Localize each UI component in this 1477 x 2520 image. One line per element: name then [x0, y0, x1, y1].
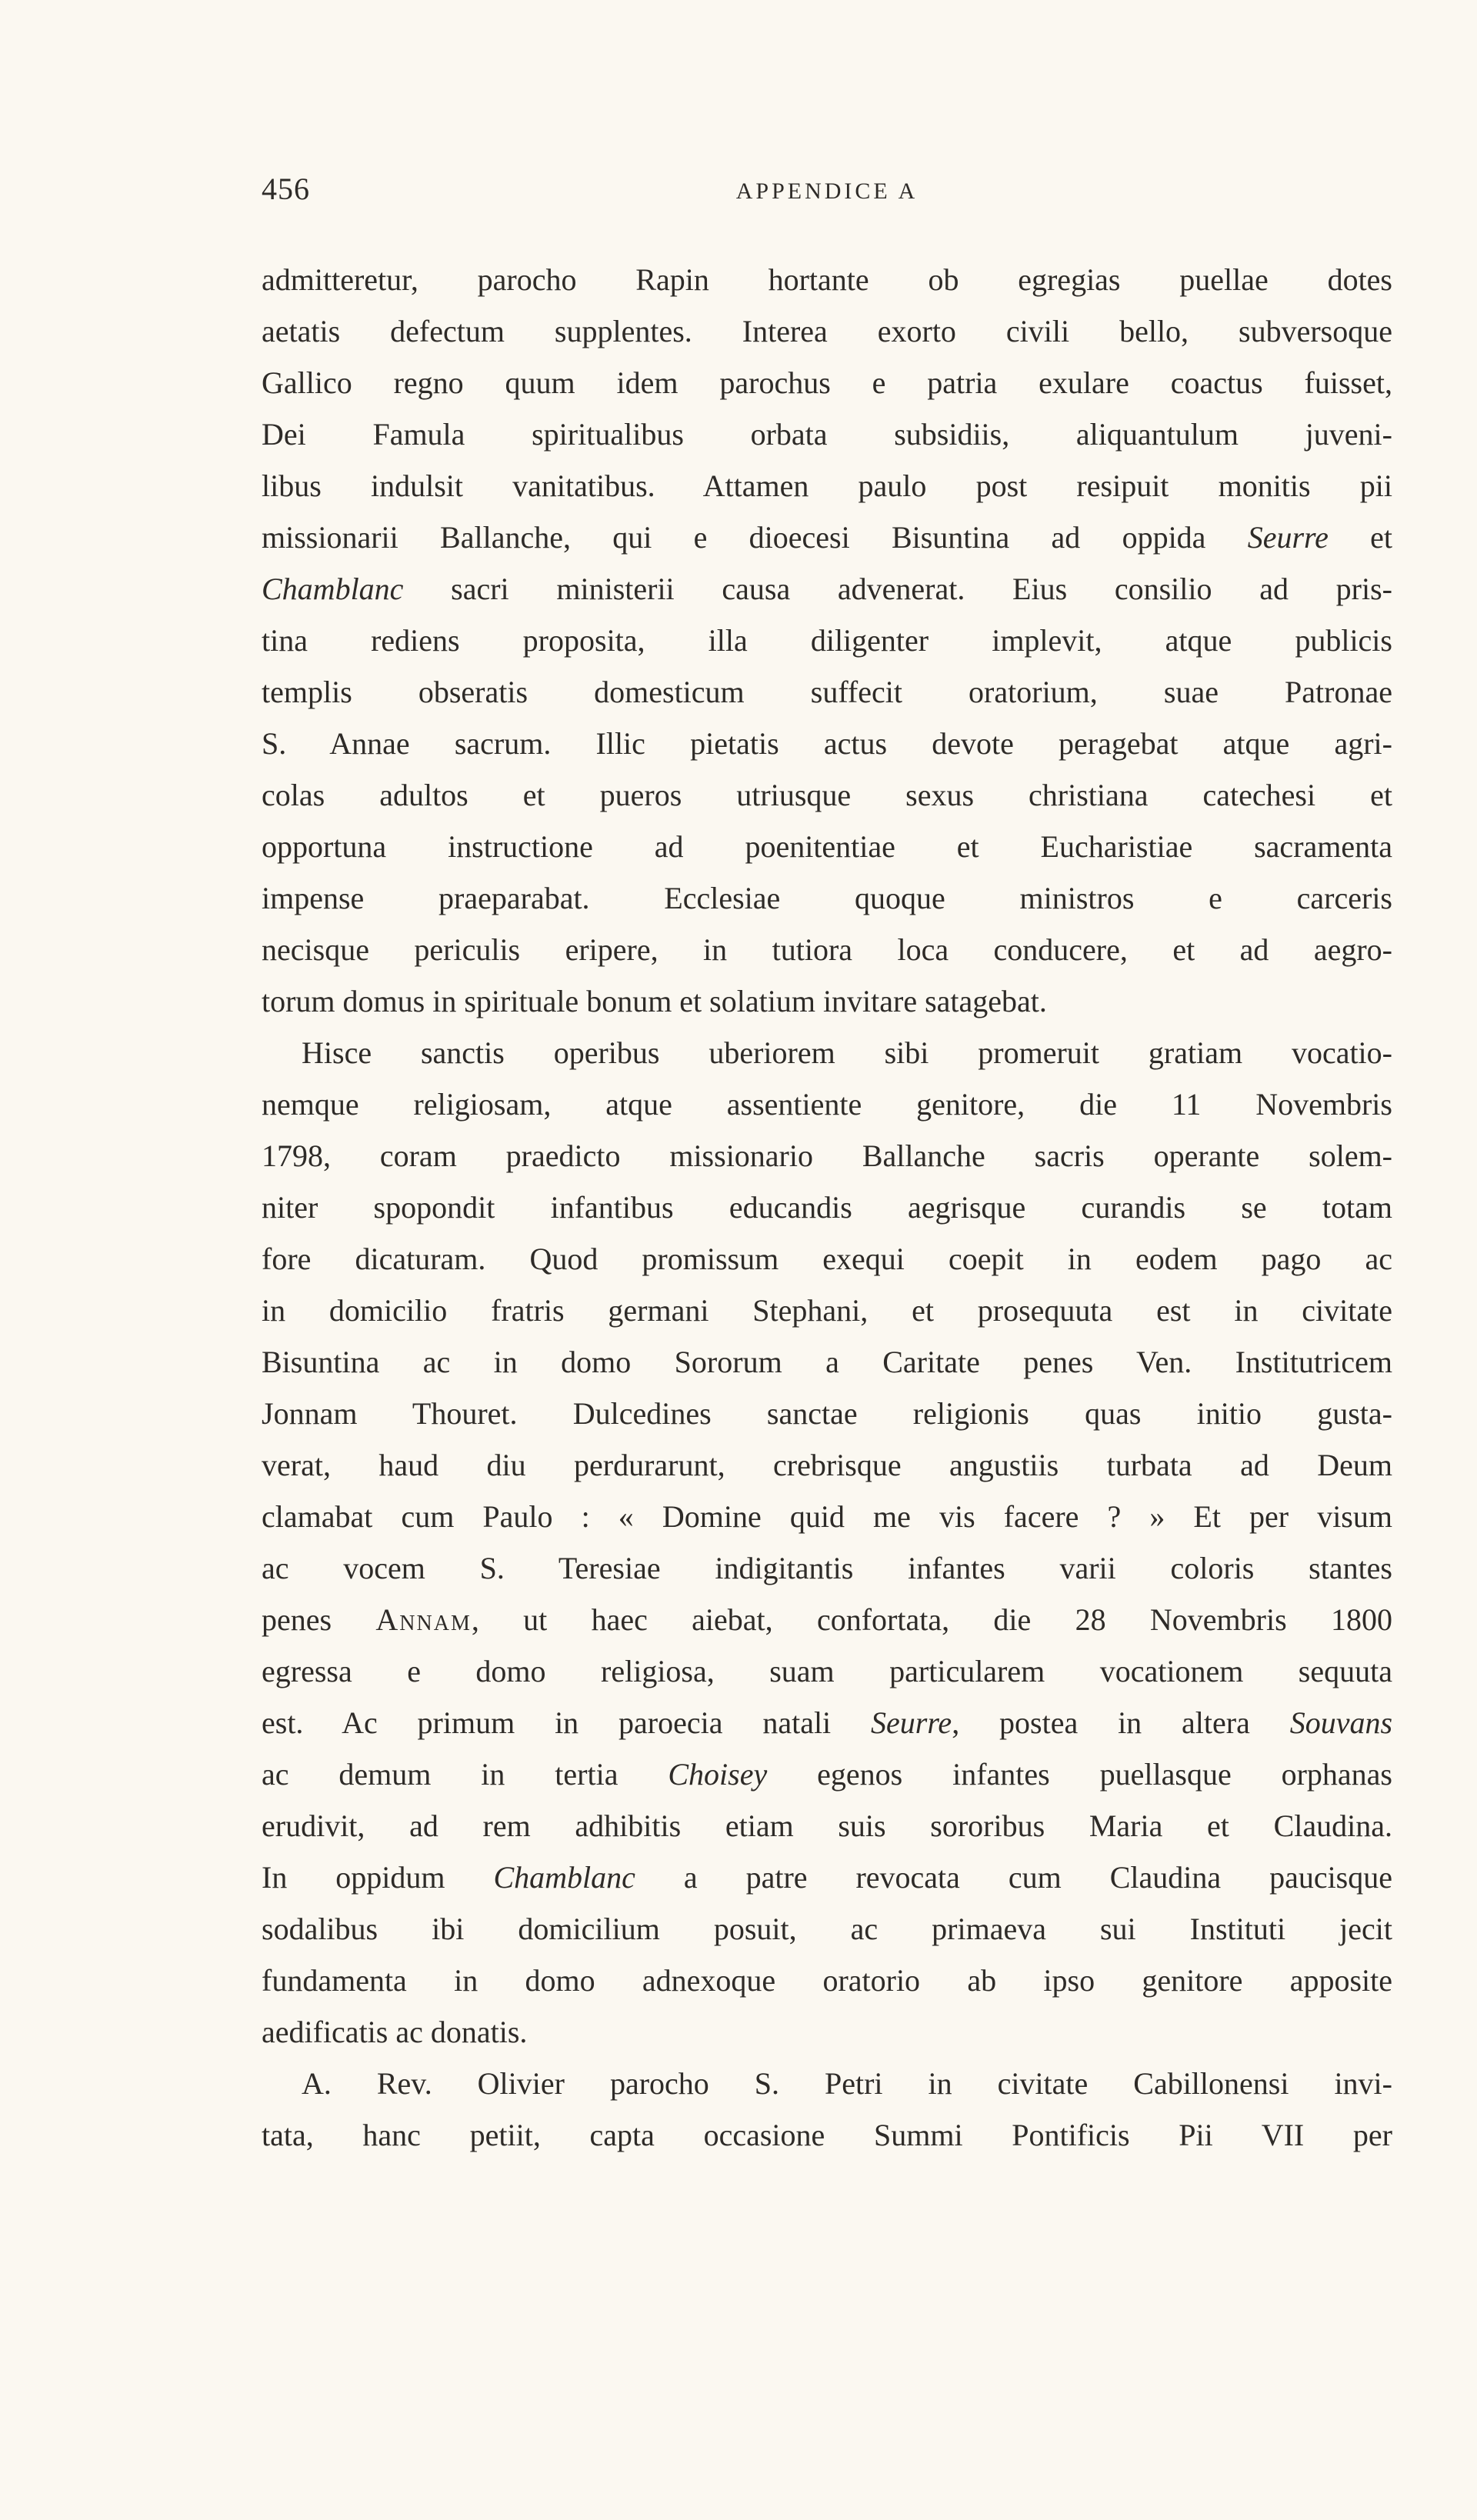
text-line: tata, hanc petiit, capta occasione Summi Pontificis Pii VII per — [262, 2118, 1392, 2152]
place-name-italic: Chamblanc — [262, 572, 404, 606]
text-segment: missionarii Ballanche, qui e dioecesi Bisuntina ad oppida — [262, 520, 1248, 555]
text-line: Gallico regno quum idem parochus e patria exulare coactus fuisset, — [262, 365, 1392, 400]
text-segment: et — [1328, 520, 1392, 555]
name-small-caps: Annam — [375, 1602, 472, 1637]
text-segment: sacri ministerii causa advenerat. Eius consilio ad pris- — [403, 572, 1392, 606]
text-line: verat, haud diu perdurarunt, crebrisque angustiis turbata ad Deum — [262, 1448, 1392, 1482]
text-segment: a patre revocata cum Claudina paucisque — [635, 1860, 1393, 1895]
text-segment: est. Ac primum in paroecia natali — [262, 1705, 872, 1740]
text-line — [262, 1697, 1392, 1748]
text-line: aedificatis ac donatis. — [262, 2015, 528, 2049]
place-name-italic: Seurre — [1247, 520, 1329, 555]
text-line: templis obseratis domesticum suffecit oratorium, suae Patronae — [262, 675, 1392, 709]
text-segment: In oppidum — [262, 1860, 494, 1895]
place-name-italic: Chamblanc — [493, 1860, 635, 1895]
text-line: tina rediens proposita, illa diligenter implevit, atque publicis — [262, 623, 1392, 658]
text-segment: , ut haec aiebat, confortata, die 28 Novembris 1800 — [471, 1602, 1392, 1637]
body-text — [262, 254, 1392, 2161]
page-header — [262, 171, 1392, 217]
text-line: nemque religiosam, atque assentiente genitore, die 11 Novembris — [262, 1087, 1392, 1122]
text-line: Hisce sanctis operibus uberiorem sibi promeruit gratiam vocatio- — [302, 1035, 1392, 1070]
text-line: admitteretur, parocho Rapin hortante ob egregias puellae dotes — [262, 262, 1392, 297]
text-line: niter spopondit infantibus educandis aegrisque curandis se totam — [262, 1190, 1392, 1225]
text-line: ac vocem S. Teresiae indigitantis infantes varii coloris stantes — [262, 1551, 1392, 1585]
place-name-italic: Souvans — [1289, 1705, 1393, 1740]
text-line: opportuna instructione ad poenitentiae et Eucharistiae sacramenta — [262, 829, 1392, 864]
text-line — [262, 512, 1392, 563]
place-name-italic: Seurre — [871, 1705, 952, 1740]
text-line: Dei Famula spiritualibus orbata subsidiis, aliquantulum juveni- — [262, 417, 1392, 452]
text-segment: , postea in altera — [952, 1705, 1290, 1740]
text-line: Jonnam Thouret. Dulcedines sanctae religionis quas initio gusta- — [262, 1396, 1392, 1431]
text-line: necisque periculis eripere, in tutiora loca conducere, et ad aegro- — [262, 932, 1392, 967]
text-line: egressa e domo religiosa, suam particularem vocationem sequuta — [262, 1654, 1392, 1688]
text-line: libus indulsit vanitatibus. Attamen paulo post resipuit monitis pii — [262, 468, 1392, 503]
text-line: impense praeparabat. Ecclesiae quoque ministros e carceris — [262, 881, 1392, 915]
text-line: S. Annae sacrum. Illic pietatis actus devote peragebat atque agri- — [262, 726, 1392, 761]
text-line: 1798, coram praedicto missionario Ballanche sacris operante solem- — [262, 1138, 1392, 1173]
text-line: colas adultos et pueros utriusque sexus christiana catechesi et — [262, 778, 1392, 812]
text-line: fundamenta in domo adnexoque oratorio ab ipso genitore apposite — [262, 1963, 1392, 1998]
text-segment: ac demum in tertia — [262, 1757, 668, 1792]
page-number: 456 — [262, 172, 310, 206]
text-line: aetatis defectum supplentes. Interea exorto civili bello, subversoque — [262, 314, 1392, 348]
running-title: APPENDICE A — [735, 178, 919, 204]
text-line — [262, 563, 1392, 615]
text-line — [262, 1852, 1392, 1903]
text-line: fore dicaturam. Quod promissum exequi coepit in eodem pago ac — [262, 1242, 1392, 1276]
text-line — [262, 1748, 1392, 1800]
text-line: clamabat cum Paulo : « Domine quid me vis facere ? » Et per visum — [262, 1499, 1392, 1534]
place-name-italic: Choisey — [668, 1757, 768, 1792]
text-segment: penes — [262, 1602, 376, 1637]
text-line: Bisuntina ac in domo Sororum a Caritate penes Ven. Institutricem — [262, 1345, 1392, 1379]
text-line: A. Rev. Olivier parocho S. Petri in civitate Cabillonensi invi- — [302, 2066, 1392, 2101]
text-line: in domicilio fratris germani Stephani, et prosequuta est in civitate — [262, 1293, 1392, 1328]
text-line: torum domus in spirituale bonum et solatium invitare satagebat. — [262, 984, 1047, 1018]
text-segment: egenos infantes puellasque orphanas — [767, 1757, 1392, 1792]
text-line: erudivit, ad rem adhibitis etiam suis sororibus Maria et Claudina. — [262, 1808, 1392, 1843]
text-line — [262, 1594, 1392, 1645]
text-line: sodalibus ibi domicilium posuit, ac primaeva sui Instituti jecit — [262, 1912, 1392, 1946]
